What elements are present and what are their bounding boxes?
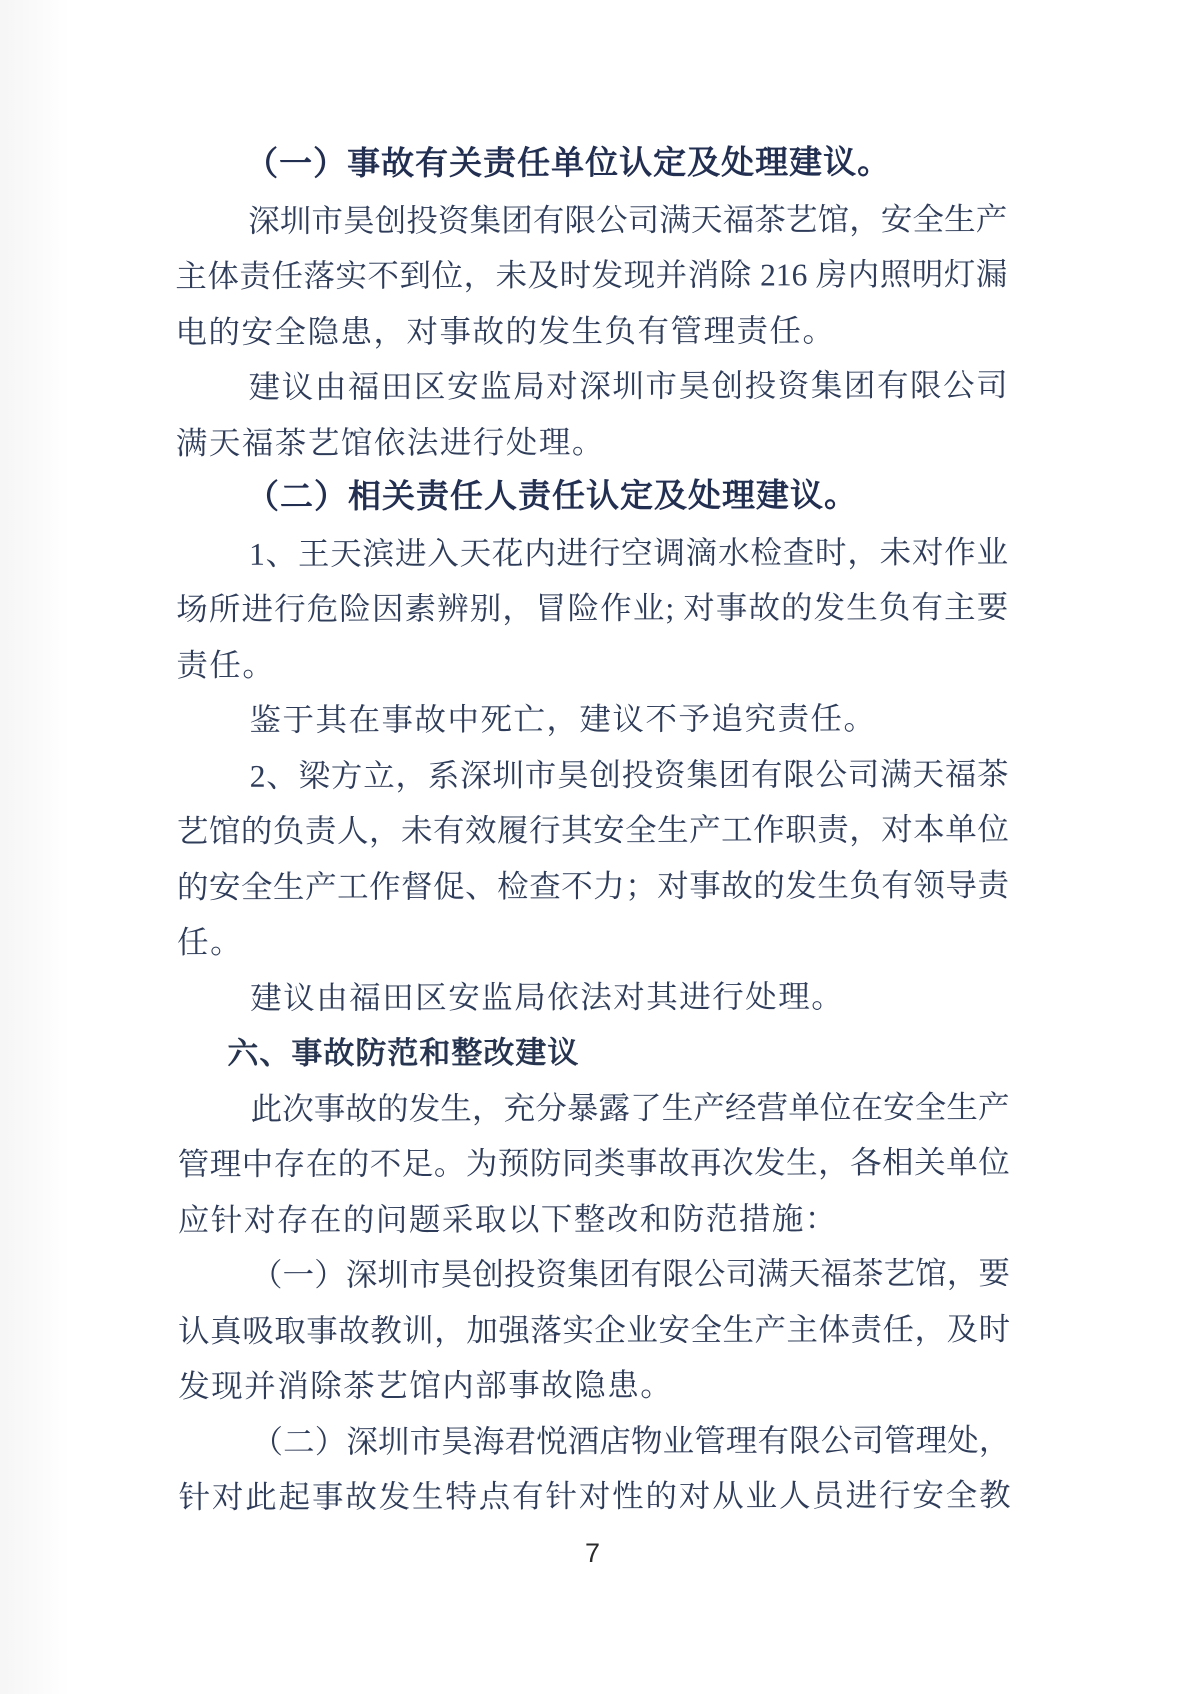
text-line: 针对此起事故发生特点有针对性的对从业人员进行安全教 <box>178 1477 1011 1515</box>
text-line: 责任。 <box>176 647 276 683</box>
text-line: 深圳市昊创投资集团有限公司满天福茶艺馆，安全生产 <box>248 201 1008 239</box>
text-line: 鉴于其在事故中死亡，建议不予追究责任。 <box>249 701 877 738</box>
text-line: 建议由福田区安监局依法对其进行处理。 <box>250 978 845 1016</box>
text-line: 满天福茶艺馆依法进行处理。 <box>175 424 605 461</box>
document-lines <box>175 136 1011 1526</box>
text-line: 建议由福田区安监局对深圳市昊创投资集团有限公司 <box>248 367 1008 405</box>
text-line: 应针对存在的问题采取以下整改和防范措施： <box>177 1200 838 1238</box>
text-line: 任。 <box>177 924 244 960</box>
text-line: 电的安全隐患，对事故的发生负有管理责任。 <box>175 312 836 350</box>
text-line: 场所进行危险因素辨别，冒险作业; 对事故的发生负有主要 <box>176 589 1009 627</box>
scan-edge-shadow <box>0 0 70 1694</box>
text-line: 此次事故的发生，充分暴露了生产经营单位在安全生产 <box>250 1089 1010 1127</box>
text-line: 主体责任落实不到位，未及时发现并消除 216 房内照明灯漏 <box>175 256 1008 294</box>
text-line: 发现并消除茶艺馆内部事故隐患。 <box>178 1367 674 1404</box>
text-line: 1、王天滨进入天花内进行空调滴水检查时，未对作业 <box>249 534 1009 572</box>
page-number: 7 <box>584 1538 601 1568</box>
text-line: （二）深圳市昊海君悦酒店物业管理有限公司管理处， <box>251 1422 1011 1460</box>
text-line: 认真吸取事故教训，加强落实企业安全生产主体责任，及时 <box>178 1311 1011 1349</box>
text-line: 管理中存在的不足。为预防同类事故再次发生，各相关单位 <box>177 1144 1010 1182</box>
text-line: 的安全生产工作督促、检查不力；对事故的发生负有领导责 <box>176 867 1010 905</box>
text-line: 2、梁方立，系深圳市昊创投资集团有限公司满天福茶 <box>249 756 1009 794</box>
section-heading: 六、事故防范和整改建议 <box>227 1034 580 1071</box>
sub-heading: （一）事故有关责任单位认定及处理建议。 <box>245 145 892 183</box>
text-line: （一）深圳市昊创投资集团有限公司满天福茶艺馆，要 <box>250 1255 1011 1293</box>
text-line: 艺馆的负责人，未有效履行其安全生产工作职责，对本单位 <box>176 811 1009 849</box>
sub-heading: （二）相关责任人责任认定及处理建议。 <box>245 478 858 516</box>
